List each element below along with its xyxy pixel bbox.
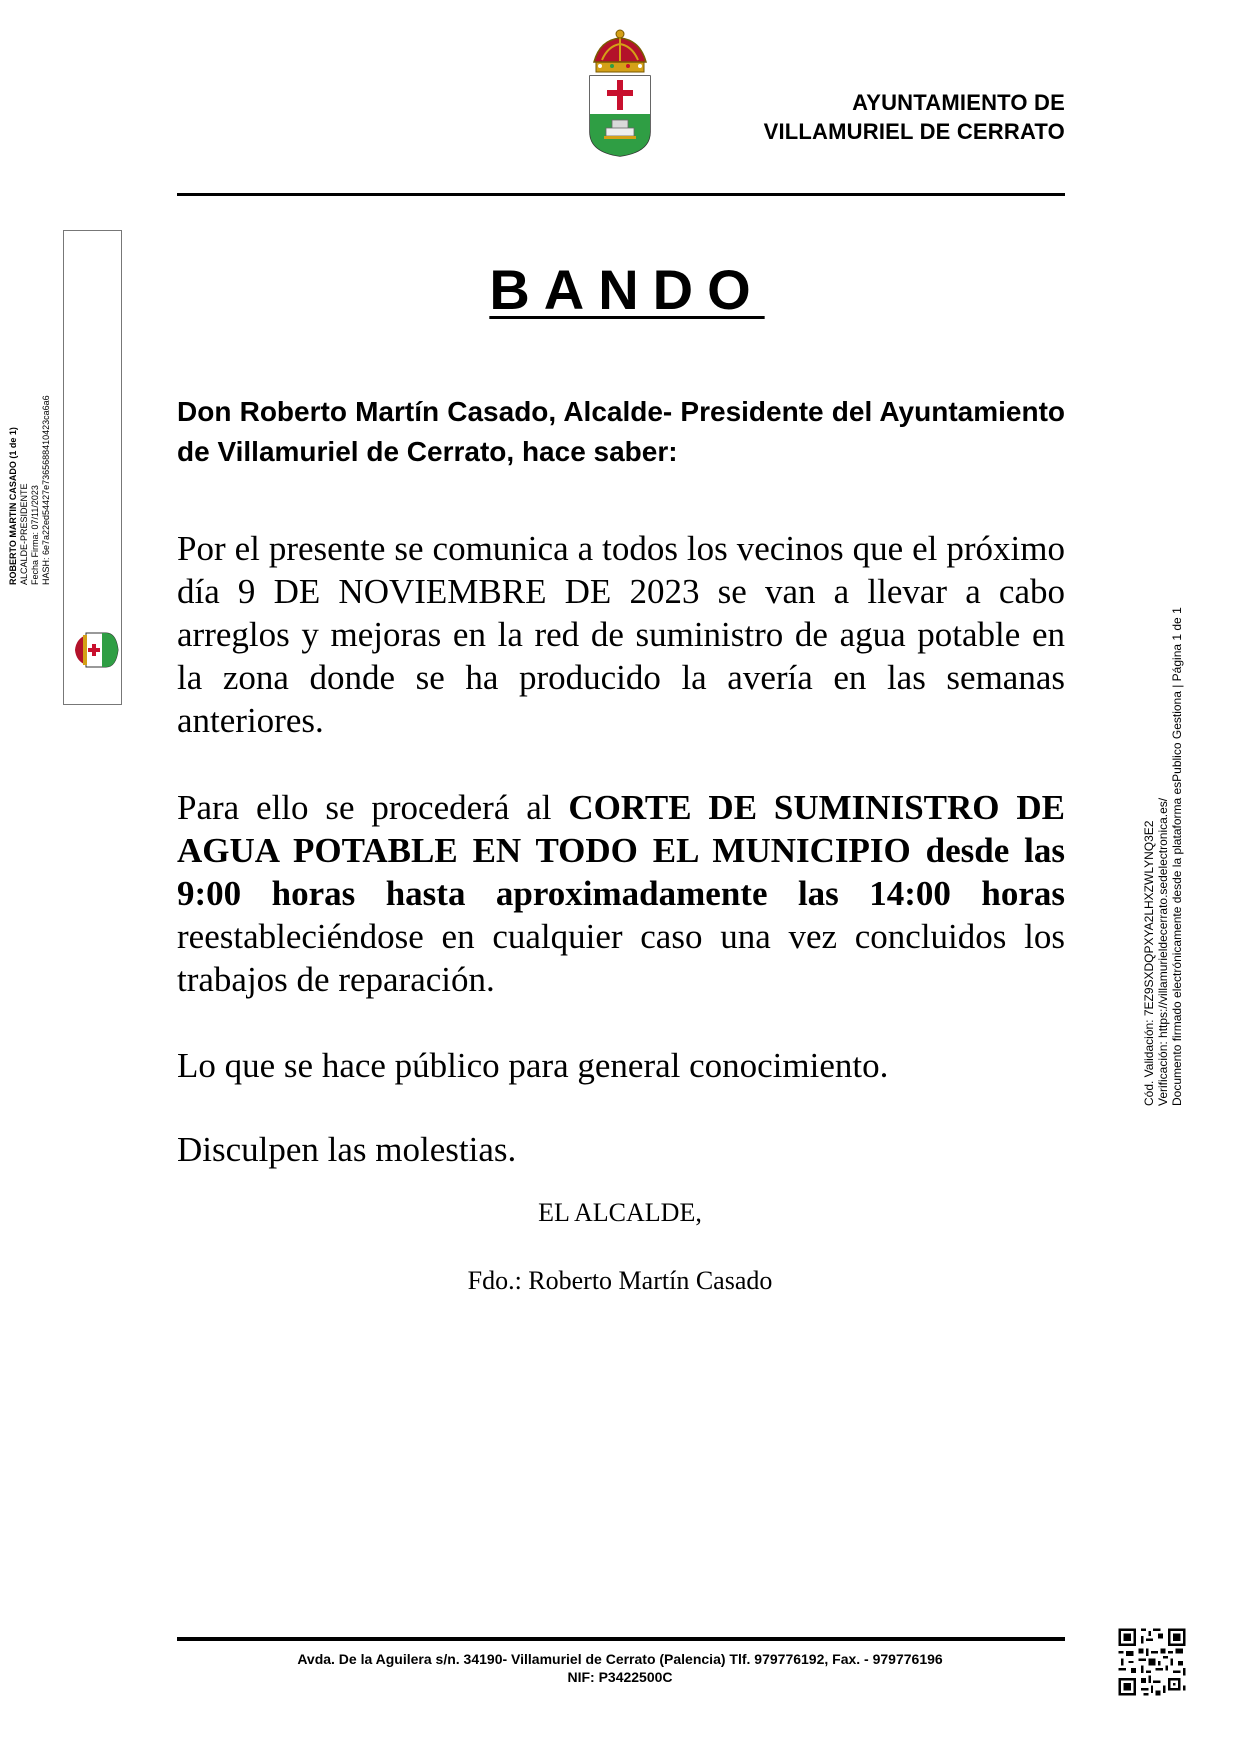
validation-code: Cód. Validación: 7EZ9SXDQPXYA2LHXZWLYNQ3E2 <box>1142 820 1156 1106</box>
signature-stamp-text <box>8 325 52 585</box>
footer <box>0 1650 1240 1686</box>
stamp-crest-icon <box>72 625 122 675</box>
verification-url[interactable]: Verificación: https://villamurieldecerrato.sedelectronica.es/ <box>1156 797 1170 1106</box>
paragraph-water-cut-rest: reestableciéndose en cualquier caso una vez concluidos los trabajos de reparación. <box>177 917 1065 999</box>
signature-name: Fdo.: Roberto Martín Casado <box>467 1266 773 1295</box>
institution-name <box>764 88 1065 146</box>
institution-line-1: AYUNTAMIENTO DE <box>852 90 1065 115</box>
institution-line-2: VILLAMURIEL DE CERRATO <box>763 119 1065 144</box>
paragraph-apology: Disculpen las molestias. <box>177 1130 517 1169</box>
footer-divider <box>177 1637 1065 1641</box>
intro-paragraph: Don Roberto Martín Casado, Alcalde- Presidente del Ayuntamiento de Villamuriel de Cerrato, hace saber: <box>177 396 1065 467</box>
stamp-date: Fecha Firma: 07/11/2023 <box>30 485 40 585</box>
paragraph-water-cut-intro: Para ello se procederá al <box>177 788 569 827</box>
footer-nif: NIF: P3422500C <box>567 1669 673 1685</box>
qr-code-icon <box>1116 1626 1188 1698</box>
paragraph-public-notice: Lo que se hace público para general conocimiento. <box>177 1046 889 1085</box>
coat-of-arms-logo <box>582 28 658 158</box>
stamp-hash: HASH: 6e7a22ed54427e7365688410423ca6a6 <box>41 395 51 585</box>
signature-role: EL ALCALDE, <box>538 1198 702 1227</box>
stamp-signer: ROBERTO MARTIN CASADO (1 de 1) <box>8 427 18 585</box>
verification-text <box>1142 607 1184 1106</box>
paragraph-water-cut <box>177 786 1065 1001</box>
footer-address: Avda. De la Aguilera s/n. 34190- Villamuriel de Cerrato (Palencia) Tlf. 979776192, Fax. - 979776196 <box>297 1651 943 1667</box>
document-title-text: BANDO <box>489 258 765 321</box>
paragraph-water-cut-bold: CORTE DE SUMINISTRO DE AGUA POTABLE EN TODO EL MUNICIPIO desde las 9:00 horas hasta aproximadamente las 14:00 horas <box>177 788 1065 913</box>
stamp-role: ALCALDE-PRESIDENTE <box>19 483 29 585</box>
paragraph-notice: Por el presente se comunica a todos los vecinos que el próximo día 9 DE NOVIEMBRE DE 2023 se van a llevar a cabo arreglos y mejoras en la red de suministro de agua potable en la zona donde se ha producido la avería en las semanas anteriores. <box>177 529 1065 740</box>
document-title <box>0 258 1240 322</box>
electronic-signature-note: Documento firmado electrónicamente desde la plataforma esPublico Gestiona | Página 1 de 1 <box>1170 607 1184 1106</box>
header-divider <box>177 193 1065 196</box>
